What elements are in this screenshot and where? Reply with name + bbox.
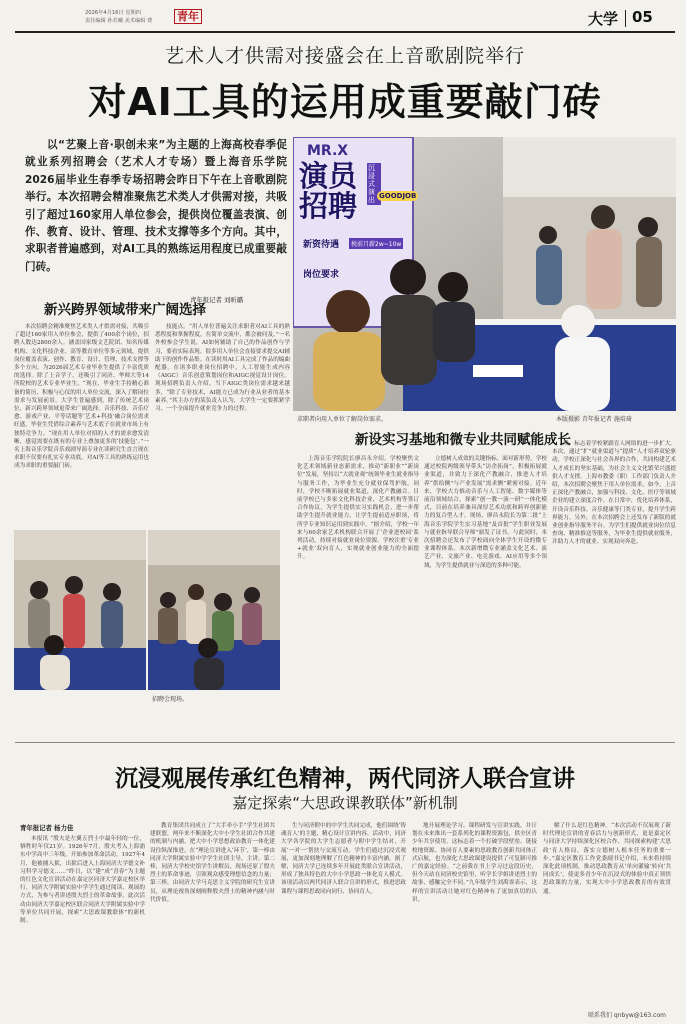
article2-column-1: 本报讯 “殷夫是左翼五烈士中最年轻的一位，牺牲时年仅21岁。1926年7月，殷夫考入上海浦东中学高中三年级，开始参加革命活动。1927年4月，他被捕入狱，出狱后进入上海同济大学德文补习科学习德文……”昨日，以“建”成“青春”为主题的红色文化宣讲活动在嘉定区同济大学嘉定校区举行。同济大学附属实验中学学生通过阅读、观展的方式，为参与者讲述殷夫烈士的革命故事。此次活动由同济大学嘉定校区联合同济大学附属实验中学等单位共同开展，探索“大思政课教联体”的新机制。 xyxy=(20,836,145,925)
article1-column-4: 立德树人成效的关键指标。面对新形势，学校通过校院两级领导带头“访企拓岗”，积极拓展就业渠道，并致力于深化产教融合，推进人才培养“供给侧”与产业发展“需求侧”紧密对接。近年来，学校大力推动音乐与人工智能、数字媒体等前沿领域结合，探索“创一教一演一研”一体化模式，目前在培养兼具深厚艺术功底和跨界创新能力的复合型人才。现场，廖昌永院长为第二批“上海音乐学院学生实习基地”及首批“学生职业发展与就业指导联合导师”颁发了证书。与此同时，本次招聘会还发布了学校面向全体学生开设的微专业课程体系。本次新增微专业涵盖文化艺术、演艺产业、文旅产业、电竞游戏、AI应用等多个领域，为学生提供就业与深造的多种可能。 xyxy=(424,456,547,569)
poster-requirement-label: 岗位要求 xyxy=(303,270,340,280)
article1-column-5: 成，标志着学校紧跟育人网络的进一步扩大。本次，通过“扩”就业渠道与“提质”人才培养双轮驱动，学校正深化与社会各界的合作，共同构建艺术人才成长的坚实基础，为社会主义文化繁荣兴盛提供人才支撑。上海市教委（职）工作部门负责人介绍，本次招聘会聚焦于用人单位需求，如今，上音正深化产教融合，加强与科技、文化、医疗等领域企业的建立深度合作。在日常中，优化培养体系，开设音乐科技、音乐健康等门类专业，提升学生跨界能力。另外，在本次招聘会上还发布了新版的就业创业指导服务平台。为学生们提供就业岗位信息查询、精准推送等服务，为毕业生提供就业服务，并助力人才的就业、实现双向奔赴。 xyxy=(552,441,676,546)
article1-subhead-2: 新设实习基地和微专业共同赋能成长 xyxy=(355,432,571,448)
poster-logo: GOODJOB xyxy=(379,192,417,200)
poster-salary: 税前月薪2w~10w xyxy=(349,238,403,249)
article1-column-3: 上海音乐学院院长廖昌永介绍，学校聚焦文化艺术领域新业态新需求，推动“新职业”“新岗位”发展，坚持以“大就业观”统领毕业生就业指导与服务工作，为毕业生充分就业保驾护航。同时，学校不断拓展就业渠道，深化产教融合。目前学校已与多家文化科技企业、艺术机构等签订合作协议，为学生提供实习实践机会，进一步帮助学生提升就业能力，让学生提前适应职场，将所学专业知识运用到实践中。“据介绍，学校一年来与60余家艺术机构联合开展了‘企业进校园’系列活动，持续对接就业岗位资源。学校注重‘专业+就业’双向育人，实现就业创业能力的全面提升。 xyxy=(297,456,419,561)
article2-column-5: 解了什么是红色精神。“本次活动不仅展现了新时代理论宣讲的青春活力与创新形式，更是嘉定区与同济大学持续深化区校合作、共同探索构建‘大思政’育人格局，落实立德树人根本任务的重要一步。”嘉定区教育工作党委副书记介绍，未来将持续深化此项机制，推动思政教育从‘单向灌输’转向‘共同成长’，使更多青少年在沉浸式的体验中真正领悟思政课的力量，实现大中小学思政教育的有效贯通。 xyxy=(543,823,671,895)
poster-salary-label: 新资待遇 xyxy=(303,240,340,250)
photo-job-fair-crowd xyxy=(14,530,146,690)
masthead-divider xyxy=(625,10,626,27)
article2-subheadline: 嘉定探索“大思政课教联体”新机制 xyxy=(232,794,458,812)
photo2-caption: 招聘会现场。 xyxy=(152,696,189,703)
poster-brand: MR.X xyxy=(307,143,349,159)
photo1-caption: 求职者向用人单位了解岗位需求。 xyxy=(297,416,388,423)
section-name: 大学 xyxy=(588,10,619,28)
article1-byline: 青年报记者 刘昕璐 xyxy=(190,296,244,304)
article1-subhead-1: 新兴跨界领域带来广阔选择 xyxy=(44,302,206,318)
poster-big-text: 演员招聘 xyxy=(299,159,358,223)
footer-contact: 联系我们 qnbyw@163.com xyxy=(588,1012,666,1019)
article1-column-2: 技能点。“用人单位普遍关注求职者对AI工具的熟悉程度和掌握程度，在简单交流中，都会被问及。”一名外校参会学生说，AI如何辅助了自己的作品创作与学习，要看实际表现。很多用人单位会直接要求提交AI辅助下的创作作品集。在读时用AI工具完成了作品的编曲配器。在诸多职业岗位招聘中，人工智能生成内容（AIGC）音乐创意策划岗位和AIGC视觉设计岗位。现场招聘负责人介绍，当下AIGC类岗位需求越来越多，“除了专业技术，AI能力已成为行业从业者的基本素养。”其主办方的某负责人认为，大学生一定要抓紧学习、一个全面提升就业竞争力的过程。 xyxy=(155,324,290,413)
article1-kicker: 艺术人才供需对接盛会在上音歌剧院举行 xyxy=(164,45,525,67)
masthead-rule xyxy=(15,31,675,33)
article2-headline: 沉浸观展传承红色精神，两代同济人联合宣讲 xyxy=(115,766,575,792)
article2-byline: 青年报记者 杨力佳 xyxy=(20,824,74,832)
photo-job-fair-hall xyxy=(148,530,280,690)
article-divider xyxy=(15,742,675,743)
newspaper-logo: 青年 xyxy=(174,9,202,24)
page-number: 05 xyxy=(632,8,653,26)
photo-people-illustration xyxy=(293,137,676,411)
masthead-editor: 责任编辑 孙若曦 美术编辑 费 xyxy=(85,18,153,24)
article2-column-3: 生与同济附中的中学生共同完成，他们围绕‘铸魂育人’的主题，精心设计宣讲内容。活动中，同济大学各学院的大学生志愿者与附中学生结对，开展‘一对一’帮扶与交流互动。学生们通过沉浸式观展，更加深刻地理解了红色精神的丰富内涵。据了解，同济大学已连续多年开展此类联合宣讲活动，形成了独具特色的大中小学思政一体化育人模式。该项活动以两代同济人联合宣讲的形式，推进思政课程与课程思政同向同行、协同育人。 xyxy=(281,823,406,895)
photo-credit: 本版摄影 青年报记者 施培琦 xyxy=(556,416,632,423)
article1-headline: 对AI工具的运用成重要敲门砖 xyxy=(88,80,602,124)
photo-job-fair-booth xyxy=(293,137,676,411)
article2-column-2: 教育集团共同成立了“大手牵小手”学生社团共建联盟，两年来不断深化大中小学生社团合作共建的机制与内涵，把大中小学思想政治教育一体化建设往纵深推进。在“理论宣讲进入‘环节’，第一棒由同济大学附属实验中学学生社团主导，主讲。第二棒，同济大学校史馆学生讲解员，现场还原了殷夫烈士的革命事迹，引领观众感受理想信念的力量；第三棒，由同济大学马克思主义学院的研究生宣讲员，从理论视角深刻阐释殷夫烈士的精神内涵与时代价值。 xyxy=(150,823,275,903)
article1-lead: 以“艺聚上音·职创未来”为主题的上海高校春季促就业系列招聘会（艺术人才专场）暨上海音乐学院2026届毕业生春季专场招聘会昨日下午在上音歌剧院举行。本次招聘会精准聚焦艺术类人才供需对接，共吸引了超过160家用人单位参会，提供岗位覆盖表演、创作、教育、设计、管理、技术支撑等多个方向。其中，求职者普遍感到，对AI工具的熟练运用程度已成重要敲门砖。 xyxy=(25,139,287,273)
article2-column-4: 地开展理论学习、课程研发与宣讲实践，并计划在未来推出一套系列化的课程资源包，供全区青少年共享使用。这标志着一个打破学段壁垒、链接校地资源、协同育人要素的思政教育创新共同体正式启航，也为深化大思政课建设提供了可复制可推广的嘉定经验。“之前我在书上学习过这段历史，但今天站在同济校史馆里，听学长学姐讲述烈士的故事，感触完全不同。”九年级学生刘禹霏表示，这样的宣讲活动让她对红色精神有了更加真切的认识。 xyxy=(412,823,537,903)
article1-column-1: 本次招聘会精准聚焦艺术类人才供需对接，共吸引了超过160家用人单位参会，提供了400余个岗位，招聘人数达2800余人。涵盖国家级文艺院团、知名传媒机构、文化科技企业、高等教育单位等多元领域，提供岗位覆盖表演、创作、教育、设计、管理、技术支撑等多个方向。为2026届艺术专业毕业生提供了丰富优质的选择。除了上音学子，还吸引了同济、华师大等14所院校的艺术专业毕业生。“现在，毕业生手持精心准备的简历，积极与心仪的用人单位交流，深入了解岗位需求与发展前景。大学生普遍感到，除了传统艺术岗位，新兴跨界领域更带来广阔选择。音乐科技、音乐疗愈、游戏产业、平等话题等‘艺术+科技’融合岗位需求旺盛，毕业生凭借综合素养与艺术底子在就业市场上有独特竞争力。“现在用人单位对招的人才的需求愈发清晰，感觉需要在既有的专业上叠加更多的‘技能包’。”一名上海音乐学院音乐戏剧导演专业在读研究生直言现在求职不仅要有扎实专业功底，对AI等工具的熟练运用也成为求职的重要敲门砖。 xyxy=(14,324,149,470)
masthead-date: 2026年4月16日 星期四 xyxy=(85,10,141,16)
poster-badge: 沉浸式演出 xyxy=(367,163,381,205)
